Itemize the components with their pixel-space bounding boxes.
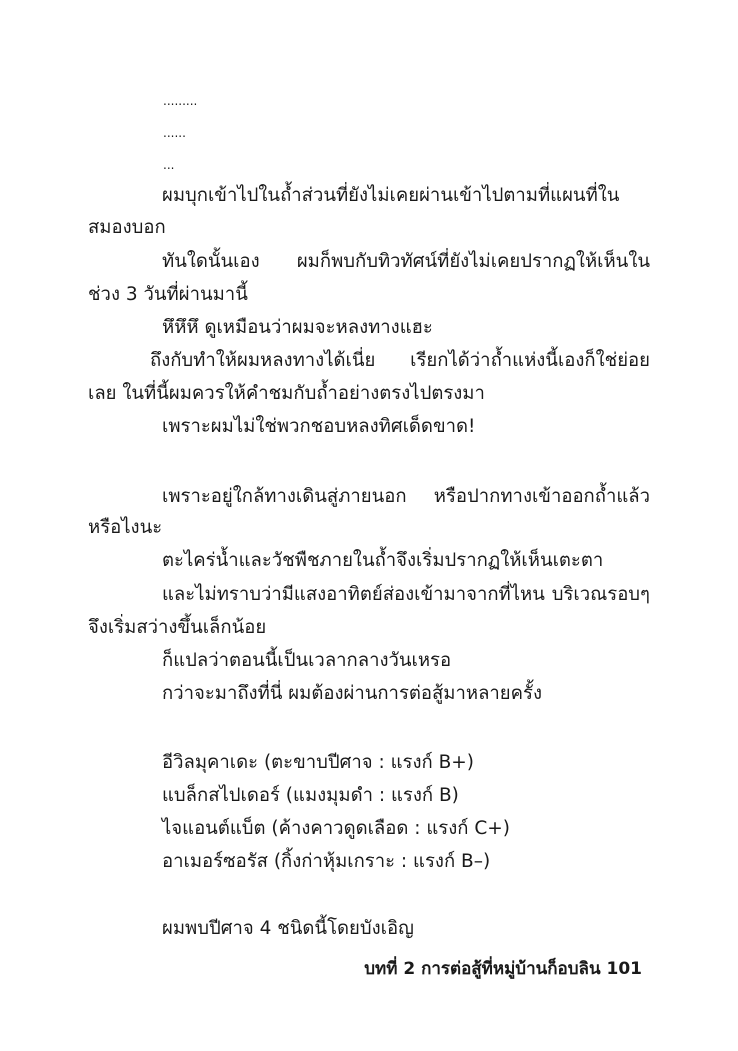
paragraph-line: สมองบอก [88,217,166,238]
paragraph-line: ผมพบปีศาจ 4 ชนิดนี้โดยบังเอิญ [162,918,414,939]
ellipsis-line: ... [163,158,175,172]
paragraph-line: ผมบุกเข้าไปในถ้ำส่วนที่ยังไม่เคยผ่านเข้าไปตามที่แผนที่ใน [162,185,620,206]
paragraph-line: เพราะผมไม่ใช่พวกชอบหลงทิศเด็ดขาด! [162,416,476,437]
paragraph-line: เลย ในที่นี้ผมควรให้คำชมกับถ้ำอย่างตรงไปตรงมา [88,383,485,404]
monster-list-item: อาเมอร์ซอรัส (กิ้งก่าหุ้มเกราะ : แรงก์ B–) [162,851,491,872]
monster-list-item: อีวิลมุคาเดะ (ตะขาบปีศาจ : แรงก์ B+) [162,752,474,773]
monster-list-item: แบล็กสไปเดอร์ (แมงมุมดำ : แรงก์ B) [162,785,459,806]
paragraph-line: เพราะอยู่ใกล้ทางเดินสู่ภายนอก หรือปากทางเข้าออกถ้ำแล้ว [162,486,650,507]
paragraph-line: กว่าจะมาถึงที่นี่ ผมต้องผ่านการต่อสู้มาหลายครั้ง [162,683,542,704]
paragraph-line: จึงเริ่มสว่างขึ้นเล็กน้อย [88,617,267,638]
ellipsis-line: ...... [163,126,186,140]
paragraph-line: หรือไงนะ [88,517,163,538]
paragraph-line: ถึงกับทำให้ผมหลงทางได้เนี่ย เรียกได้ว่าถ้ำแห่งนี้เองก็ใช่ย่อย [150,350,650,371]
ellipsis-line: ......... [163,94,198,108]
page-footer: บทที่ 2 การต่อสู้ที่หมู่บ้านก็อบลิน 101 [364,959,642,979]
paragraph-line: ทันใดนั้นเอง ผมก็พบกับทิวทัศน์ที่ยังไม่เคยปรากฏให้เห็นใน [162,251,650,272]
monster-list-item: ไจแอนต์แบ็ต (ค้างคาวดูดเลือด : แรงก์ C+) [162,818,510,839]
paragraph-line: และไม่ทราบว่ามีแสงอาทิตย์ส่องเข้ามาจากที่ไหน บริเวณรอบๆ [162,584,650,605]
paragraph-line: หึหึหึ ดูเหมือนว่าผมจะหลงทางแฮะ [162,317,433,338]
paragraph-line: ช่วง 3 วันที่ผ่านมานี้ [88,284,248,305]
paragraph-line: ตะไคร่น้ำและวัชพืชภายในถ้ำจึงเริ่มปรากฏให้เห็นเตะตา [162,550,604,571]
paragraph-line: ก็แปลว่าตอนนี้เป็นเวลากลางวันเหรอ [162,650,452,671]
